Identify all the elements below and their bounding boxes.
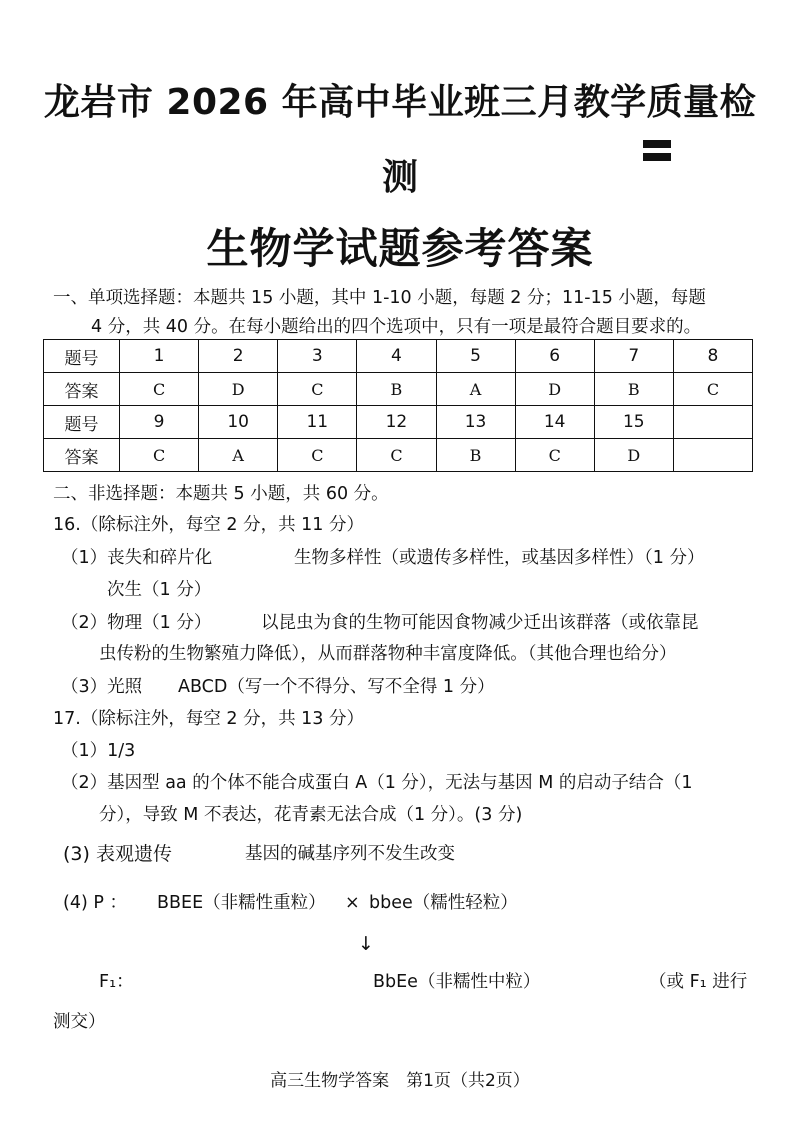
table-cell: C <box>673 373 752 406</box>
table-cell <box>673 406 752 439</box>
table-cell: C <box>357 439 436 472</box>
table-cell: D <box>594 439 673 472</box>
row-label: 题号 <box>44 340 120 373</box>
table-cell: 5 <box>436 340 515 373</box>
table-cell: B <box>594 373 673 406</box>
row-label: 答案 <box>44 439 120 472</box>
q16-part2-answer-b: 以昆虫为食的生物可能因食物减少迁出该群落（或依靠昆 <box>261 613 699 633</box>
table-cell: 7 <box>594 340 673 373</box>
document-main-title: 生物学试题参考答案 <box>206 224 594 273</box>
table-cell: 4 <box>357 340 436 373</box>
table-cell: 3 <box>278 340 357 373</box>
table-row <box>44 373 753 406</box>
table-cell: A <box>436 373 515 406</box>
q16-part1-answer-c: 次生（1 分） <box>107 580 212 600</box>
table-cell <box>673 439 752 472</box>
q17-part4-parent-label: (4) P ： <box>63 893 127 913</box>
logo-mark-bottom <box>643 153 671 161</box>
q16-part2-answer-c: 虫传粉的生物繁殖力降低），从而群落物种丰富度降低。（其他合理也给分） <box>99 644 677 664</box>
f1-label: F₁： <box>99 972 134 992</box>
table-cell: C <box>278 373 357 406</box>
q17-part3-answer-a: (3) 表观遗传 <box>63 843 172 865</box>
f1-genotype: BbEe（非糯性中粒） <box>373 972 541 992</box>
row-label: 答案 <box>44 373 120 406</box>
table-row <box>44 406 753 439</box>
down-arrow-icon: ↓ <box>358 933 374 955</box>
document-title-line2: 测 <box>381 157 418 198</box>
table-cell: B <box>357 373 436 406</box>
f1-alternative-note: （或 F₁ 进行 <box>649 972 748 992</box>
q17-part2-answer-line1: （2）基因型 aa 的个体不能合成蛋白 A（1 分），无法与基因 M 的启动子结合（1 <box>61 773 693 793</box>
table-cell: C <box>120 373 199 406</box>
q17-part4-parent-2: bbee（糯性轻粒） <box>369 893 518 913</box>
table-cell: 1 <box>120 340 199 373</box>
table-cell: 12 <box>357 406 436 439</box>
answer-table <box>43 339 753 472</box>
table-cell: 9 <box>120 406 199 439</box>
table-cell: C <box>515 439 594 472</box>
document-title-line1: 龙岩市 2026 年高中毕业班三月教学质量检 <box>43 82 757 123</box>
table-cell: D <box>515 373 594 406</box>
section2-heading: 二、非选择题：本题共 5 小题，共 60 分。 <box>53 484 389 504</box>
cross-symbol: × <box>345 893 360 913</box>
table-cell: B <box>436 439 515 472</box>
q16-part1-answer-a: （1）丧失和碎片化 <box>61 548 213 568</box>
table-cell: C <box>120 439 199 472</box>
table-row <box>44 340 753 373</box>
q17-heading: 17.（除标注外，每空 2 分，共 13 分） <box>53 709 364 729</box>
q16-part3-answer-b: ABCD（写一个不得分、写不全得 1 分） <box>178 677 495 697</box>
q16-part3-answer-a: （3）光照 <box>61 677 143 697</box>
table-cell: C <box>278 439 357 472</box>
table-cell: 15 <box>594 406 673 439</box>
row-label: 题号 <box>44 406 120 439</box>
q16-part2-answer-a: （2）物理（1 分） <box>61 613 212 633</box>
page-footer: 高三生物学答案 第1页（共2页） <box>270 1071 530 1091</box>
table-row <box>44 439 753 472</box>
q16-part1-answer-b: 生物多样性（或遗传多样性，或基因多样性）（1 分） <box>294 548 705 568</box>
table-cell: D <box>199 373 278 406</box>
table-cell: 6 <box>515 340 594 373</box>
table-cell: 14 <box>515 406 594 439</box>
table-cell: 2 <box>199 340 278 373</box>
section1-intro-line1: 一、单项选择题：本题共 15 小题，其中 1-10 小题，每题 2 分；11-15 小题，每题 <box>53 288 706 308</box>
f1-alternative-note-cont: 测交） <box>53 1012 106 1032</box>
q16-heading: 16.（除标注外，每空 2 分，共 11 分） <box>53 515 364 535</box>
table-cell: 8 <box>673 340 752 373</box>
q17-part2-answer-line2: 分），导致 M 不表达，花青素无法合成（1 分）。(3 分) <box>99 805 523 825</box>
table-cell: 11 <box>278 406 357 439</box>
logo-mark-top <box>643 140 671 148</box>
table-cell: 10 <box>199 406 278 439</box>
q17-part3-answer-b: 基因的碱基序列不发生改变 <box>245 844 455 864</box>
q17-part1-answer: （1）1/3 <box>61 741 136 761</box>
table-cell: A <box>199 439 278 472</box>
table-cell: 13 <box>436 406 515 439</box>
q17-part4-parent-1: BBEE（非糯性重粒） <box>157 893 326 913</box>
section1-intro-line2: 4 分，共 40 分。在每小题给出的四个选项中，只有一项是最符合题目要求的。 <box>91 317 702 337</box>
